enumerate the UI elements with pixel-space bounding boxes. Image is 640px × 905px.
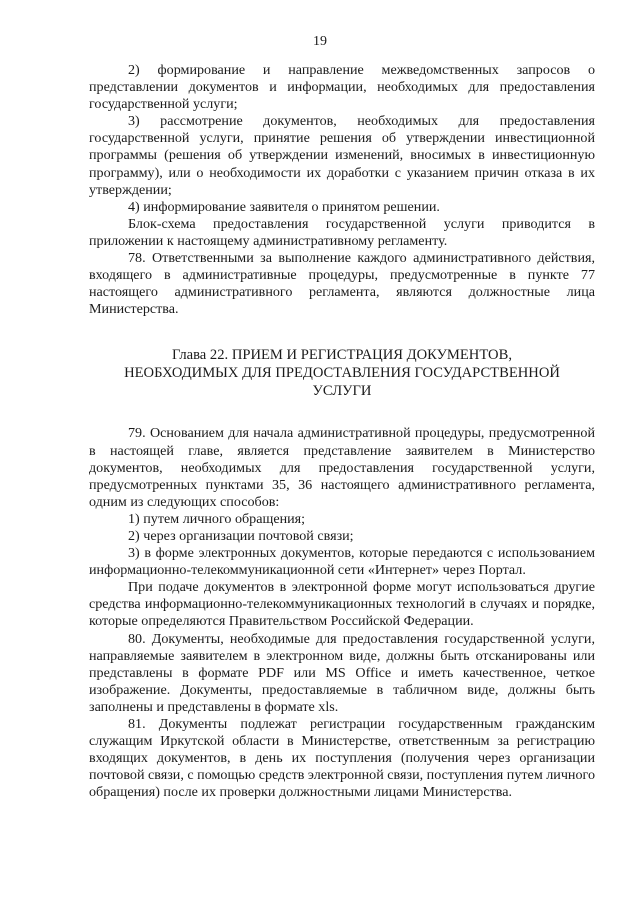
paragraph-item-3: 3) рассмотрение документов, необходимых для предоставления государственной услуги, принятие решения об утверждении инвестиционной программы (решения об утверждении изменений, вносимых в инвестиционную программу), или о необходимости их доработки с указанием причин отказа в их утверждении; <box>89 113 595 198</box>
list-item-postal: 2) через организации почтовой связи; <box>128 527 354 544</box>
paragraph-block-scheme: Блок-схема предоставления государственной услуги приводится в приложении к настоящему административному регламенту. <box>89 215 595 249</box>
chapter-heading-line-1: Глава 22. ПРИЕМ И РЕГИСТРАЦИЯ ДОКУМЕНТОВ, <box>172 347 512 364</box>
paragraph-78: 78. Ответственными за выполнение каждого административного действия, входящего в административные процедуры, предусмотренные в пункте 77 настоящего административного регламента, являются должностные лица Министерства. <box>89 250 595 318</box>
list-item-electronic: 3) в форме электронных документов, которые передаются с использованием информационно-телекоммуникационной сети «Интернет» через Портал. <box>89 545 595 579</box>
chapter-heading-line-2: НЕОБХОДИМЫХ ДЛЯ ПРЕДОСТАВЛЕНИЯ ГОСУДАРСТВЕННОЙ <box>124 365 560 382</box>
chapter-heading-line-3: УСЛУГИ <box>312 383 372 400</box>
document-body <box>89 62 595 801</box>
paragraph-item-4: 4) информирование заявителя о принятом решении. <box>128 198 440 215</box>
paragraph-81: 81. Документы подлежат регистрации государственным гражданским служащим Иркутской области в Министерстве, ответственным за регистрацию входящих документов, в день их поступления (получения через организации почтовой связи, с помощью средств электронной связи, поступления путем личного обращения) после их проверки должностными лицами Министерства. <box>89 716 595 801</box>
paragraph-79: 79. Основанием для начала административной процедуры, предусмотренной в настоящей главе, является представление заявителем в Министерство документов, необходимых для предоставления государственной услуги, предусмотренных пунктами 35, 36 настоящего административного регламента, одним из следующих способов: <box>89 425 595 510</box>
paragraph-item-2: 2) формирование и направление межведомственных запросов о представлении документов и информации, необходимых для предоставления государственной услуги; <box>89 62 595 113</box>
list-item-personal: 1) путем личного обращения; <box>128 510 306 527</box>
page-number: 19 <box>313 34 327 49</box>
chapter-heading <box>89 346 595 400</box>
paragraph-electronic-means: При подаче документов в электронной форме могут использоваться другие средства информационно-телекоммуникационных технологий в случаях и порядке, которые определяются Правительством Российской Федерации. <box>89 579 595 630</box>
paragraph-80: 80. Документы, необходимые для предоставления государственной услуги, направляемые заявителем в электронном виде, должны быть отсканированы или представлены в формате PDF или MS Office и иметь качественное, четкое изображение. Документы, предоставляемые в табличном виде, должны быть заполнены и представлены в формате xls. <box>89 630 595 715</box>
